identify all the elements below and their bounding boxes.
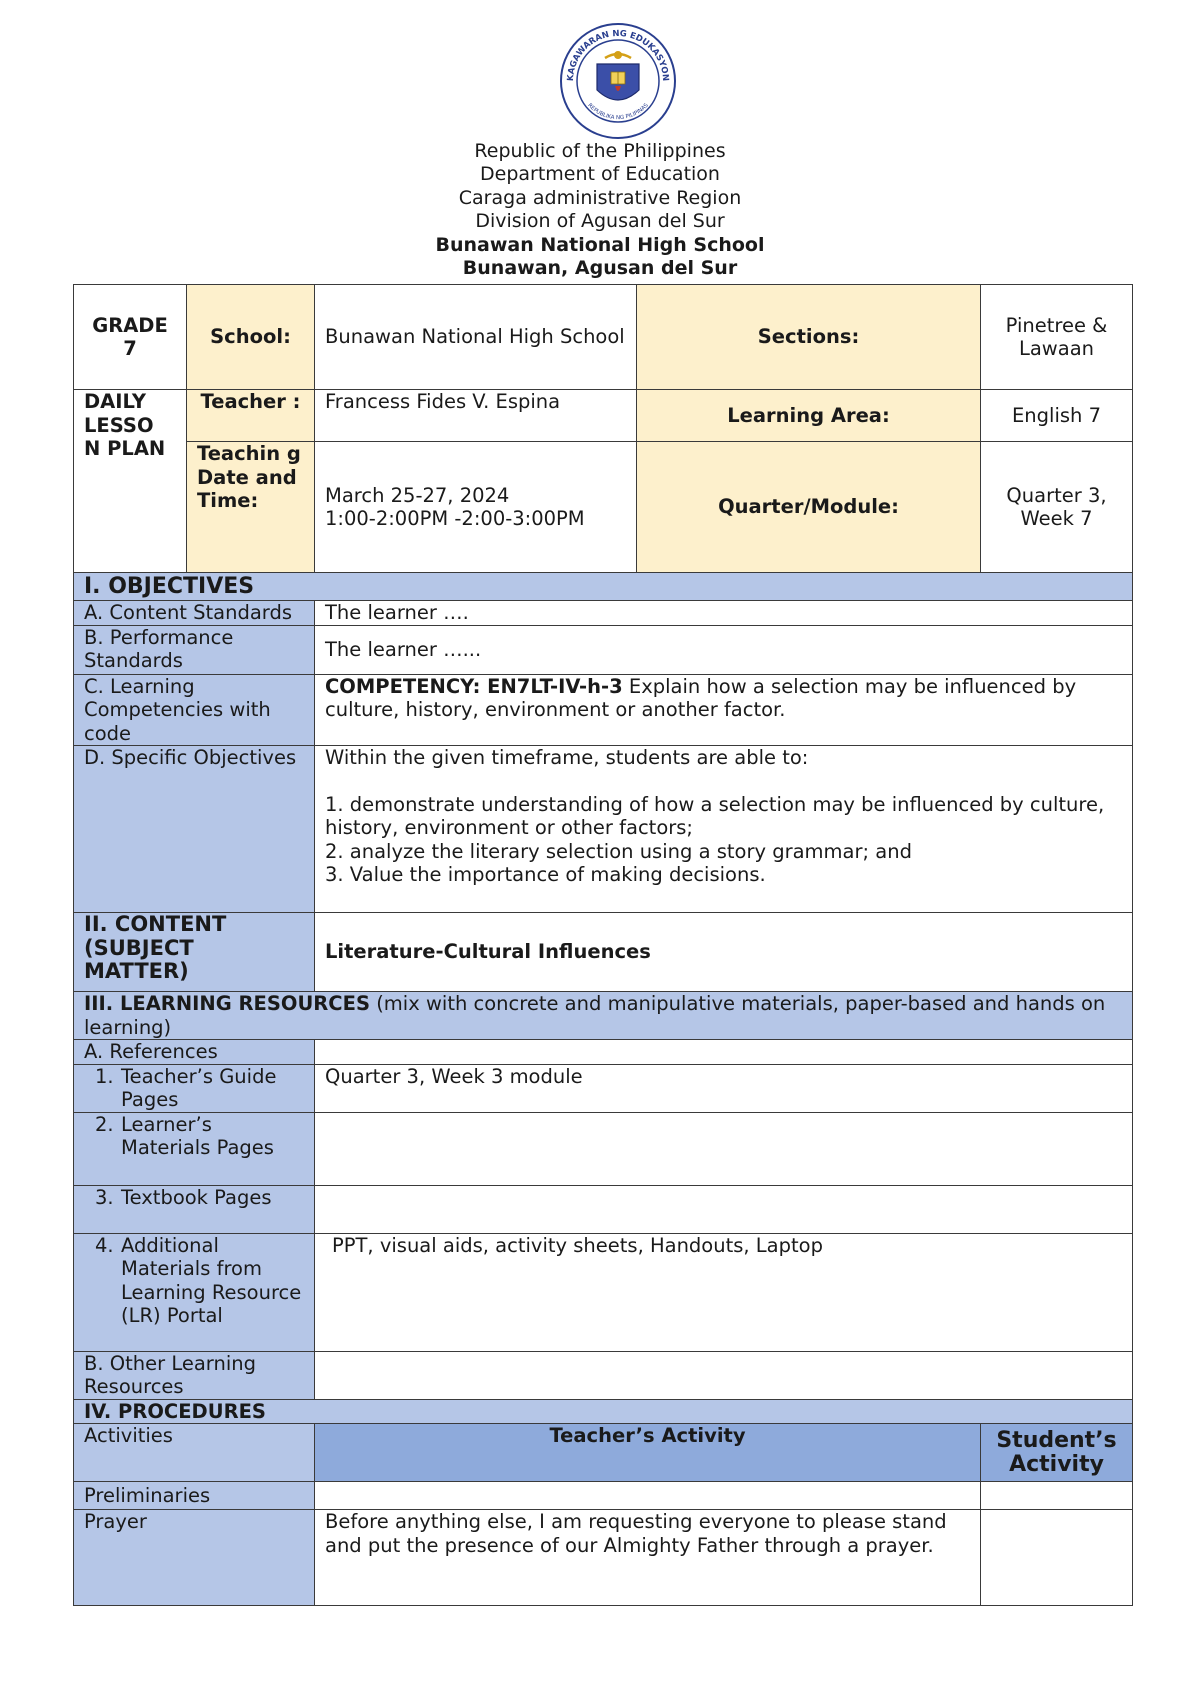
student-activity-header: Student’s Activity [981,1424,1133,1482]
specific-item: 1. demonstrate understanding of how a selection may be influenced by culture, history, environment or other factors; [325,792,1105,839]
competencies-value [315,674,1133,746]
lesson-plan-table [73,284,1133,1606]
reference-item-label [74,1233,315,1351]
preliminaries-label: Preliminaries [74,1482,315,1510]
reference-number: 1. [95,1064,114,1088]
header-school-name: Bunawan National High School [435,234,765,256]
other-resources-value [315,1351,1133,1399]
resources-heading: III. LEARNING RESOURCES [84,992,370,1015]
reference-item-label [74,1064,315,1112]
procedures-heading: IV. PROCEDURES [74,1399,1133,1424]
specific-objectives-value [315,746,1133,913]
activities-header-row [74,1424,1133,1482]
teaching-date-value [315,442,637,573]
resources-heading-cell [74,992,1133,1040]
header-region: Caraga administrative Region [458,187,742,209]
preliminaries-row [74,1482,1133,1510]
deped-seal-icon [559,22,677,140]
other-resources-row [74,1351,1133,1399]
teacher-activity-header: Teacher’s Activity [315,1424,981,1482]
competencies-label: C. Learning Competencies with code [74,674,315,746]
other-resources-label: B. Other Learning Resources [74,1351,315,1399]
reference-item-value: PPT, visual aids, activity sheets, Handouts, Laptop [315,1233,1133,1351]
reference-item-row [74,1112,1133,1185]
competency-text: Explain how a selection may be influenced by culture, history, environment or another factor. [325,674,1077,721]
teacher-label: Teacher : [187,390,315,442]
procedures-heading-row [74,1399,1133,1424]
resources-heading-note: (mix with concrete and manipulative materials, paper-based and hands on learning) [84,992,1106,1039]
objectives-heading: I. OBJECTIVES [74,573,1133,601]
content-standards-value: The learner …. [315,601,1133,626]
sections-value: Pinetree & Lawaan [981,285,1133,390]
info-row-teacher [74,390,1133,442]
header-republic: Republic of the Philippines [474,140,726,162]
seal-text-bottom: REPUBLIKA NG PILIPINAS [586,102,650,122]
competencies-row [74,674,1133,746]
reference-number: 3. [95,1185,114,1209]
references-value [315,1040,1133,1065]
school-label: School: [187,285,315,390]
performance-standards-value: The learner …... [315,625,1133,674]
specific-objectives-label: D. Specific Objectives [74,746,315,913]
specific-objectives-row [74,746,1133,913]
date-value: March 25-27, 2024 [325,483,510,507]
learning-area-value: English 7 [981,390,1133,442]
info-row-date [74,442,1133,573]
reference-item-label [74,1185,315,1233]
daily-lesson-plan-label: DAILY LESSO N PLAN [74,390,187,573]
school-value: Bunawan National High School [315,285,637,390]
prayer-label: Prayer [74,1510,315,1606]
resources-heading-row [74,992,1133,1040]
info-row-school [74,285,1133,390]
content-value: Literature-Cultural Influences [315,913,1133,992]
reference-item-row [74,1185,1133,1233]
prayer-row [74,1510,1133,1606]
content-heading: II. CONTENT (SUBJECT MATTER) [74,913,315,992]
objectives-heading-row [74,573,1133,601]
reference-label: Learner’s Materials Pages [121,1112,274,1159]
header-school-address: Bunawan, Agusan del Sur [462,257,738,279]
reference-item-label [74,1112,315,1185]
reference-label: Textbook Pages [121,1185,272,1209]
reference-item-value [315,1185,1133,1233]
performance-standards-label: B. Performance Standards [74,625,315,674]
activities-label: Activities [74,1424,315,1482]
reference-item-row [74,1064,1133,1112]
performance-standards-row [74,625,1133,674]
content-standards-row [74,601,1133,626]
time-value: 1:00-2:00PM -2:00-3:00PM [325,507,585,530]
grade-label: GRADE 7 [74,285,187,390]
seal-text-top: KAGAWARAN NG EDUKASYON [565,28,671,82]
prayer-teacher-activity: Before anything else, I am requesting everyone to please stand and put the presence of our Almighty Father through a prayer. [315,1510,981,1606]
quarter-label: Quarter/Module: [637,442,981,573]
preliminaries-student [981,1482,1133,1510]
references-label: A. References [74,1040,315,1065]
specific-item: 2. analyze the literary selection using a story grammar; and [325,839,912,863]
reference-item-value: Quarter 3, Week 3 module [315,1064,1133,1112]
reference-label: Teacher’s Guide Pages [121,1064,277,1111]
reference-number: 2. [95,1112,114,1136]
sections-label: Sections: [637,285,981,390]
competency-code: COMPETENCY: EN7LT-IV-h-3 [325,674,623,698]
specific-item: 3. Value the importance of making decisions. [325,863,766,886]
header-division: Division of Agusan del Sur [475,210,725,232]
prayer-student-activity [981,1510,1133,1606]
reference-number: 4. [95,1233,114,1257]
content-row [74,913,1133,992]
specific-intro: Within the given timeframe, students are able to: [325,746,809,769]
reference-label: Additional Materials from Learning Resource (LR) Portal [121,1233,302,1327]
teaching-date-label: Teachin g Date and Time: [187,442,315,573]
quarter-value: Quarter 3, Week 7 [981,442,1133,573]
learning-area-label: Learning Area: [637,390,981,442]
header-department: Department of Education [480,163,720,185]
preliminaries-teacher [315,1482,981,1510]
reference-item-value [315,1112,1133,1185]
teacher-value: Francess Fides V. Espina [315,390,637,442]
reference-item-row [74,1233,1133,1351]
content-standards-label: A. Content Standards [74,601,315,626]
references-row [74,1040,1133,1065]
